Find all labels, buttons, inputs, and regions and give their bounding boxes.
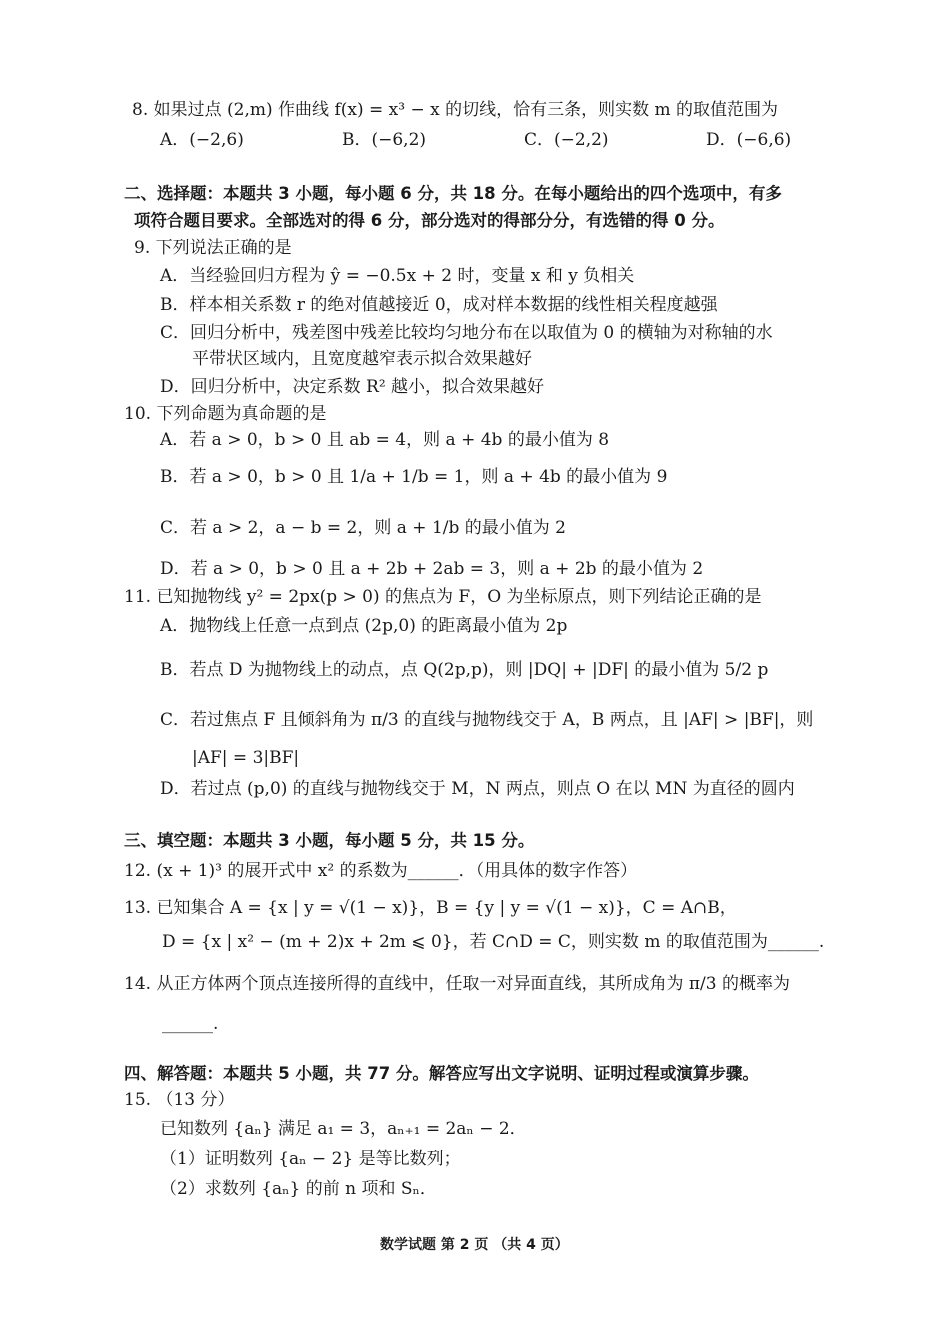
q13-line2: D = {x | x² − (m + 2)x + 2m ⩽ 0}，若 C∩D = C，则实数 m 的取值范围为______. (162, 932, 825, 952)
q9-stem: 9. 下列说法正确的是 (134, 238, 292, 258)
q10-option-c: C．若 a > 2，a − b = 2，则 a + 1/b 的最小值为 2 (160, 518, 566, 538)
section2-line2: 项符合题目要求。全部选对的得 6 分，部分选对的得部分分，有选错的得 0 分。 (134, 211, 725, 230)
q11-option-d: D．若过点 (p,0) 的直线与抛物线交于 M，N 两点，则点 O 在以 MN 为直径的圆内 (160, 779, 795, 799)
q10-stem: 10. 下列命题为真命题的是 (124, 404, 327, 424)
q9-option-c-line2: 平带状区域内，且宽度越窄表示拟合效果越好 (192, 349, 532, 369)
q9-option-b: B．样本相关系数 r 的绝对值越接近 0，成对样本数据的线性相关程度越强 (160, 295, 718, 315)
q11-stem: 11. 已知抛物线 y² = 2px(p > 0) 的焦点为 F，O 为坐标原点，则下列结论正确的是 (124, 587, 762, 607)
q12-text: 12. (x + 1)³ 的展开式中 x² 的系数为______．（用具体的数字作答） (124, 861, 638, 881)
q9-option-c-line1: C．回归分析中，残差图中残差比较均匀地分布在以取值为 0 的横轴为对称轴的水 (160, 323, 773, 343)
q11-option-b: B．若点 D 为抛物线上的动点，点 Q(2p,p)，则 |DQ| + |DF| 的最小值为 5/2 p (160, 660, 769, 680)
q15-part2: （2）求数列 {aₙ} 的前 n 项和 Sₙ． (160, 1179, 437, 1199)
q8-option-a: A．(−2,6) (160, 130, 244, 150)
q14-line1: 14. 从正方体两个顶点连接所得的直线中，任取一对异面直线，其所成角为 π/3 的概率为 (124, 974, 790, 994)
q8-option-b: B．(−6,2) (342, 130, 427, 150)
section2-line1: 二、选择题：本题共 3 小题，每小题 6 分，共 18 分。在每小题给出的四个选项中，有多 (124, 184, 782, 203)
q14-line2: ______. (162, 1014, 219, 1034)
q15-given: 已知数列 {aₙ} 满足 a₁ = 3，aₙ₊₁ = 2aₙ − 2． (160, 1119, 527, 1139)
q11-option-c-line2: |AF| = 3|BF| (192, 748, 300, 768)
q15-part1: （1）证明数列 {aₙ − 2} 是等比数列； (160, 1149, 461, 1169)
q11-option-c-line1: C．若过焦点 F 且倾斜角为 π/3 的直线与抛物线交于 A，B 两点，且 |AF| > |BF|，则 (160, 710, 814, 730)
q8-option-d: D．(−6,6) (706, 130, 792, 150)
q8-stem: 8. 如果过点 (2,m) 作曲线 f(x) = x³ − x 的切线，恰有三条，则实数 m 的取值范围为 (132, 100, 779, 120)
q11-option-a: A．抛物线上任意一点到点 (2p,0) 的距离最小值为 2p (160, 616, 568, 636)
section3-title: 三、填空题：本题共 3 小题，每小题 5 分，共 15 分。 (124, 831, 535, 850)
q10-option-b: B．若 a > 0，b > 0 且 1/a + 1/b = 1，则 a + 4b 的最小值为 9 (160, 467, 668, 487)
q15-stem: 15. （13 分） (124, 1090, 235, 1110)
section4-title: 四、解答题：本题共 5 小题，共 77 分。解答应写出文字说明、证明过程或演算步骤。 (124, 1064, 759, 1083)
q10-option-d: D．若 a > 0，b > 0 且 a + 2b + 2ab = 3，则 a + 2b 的最小值为 2 (160, 559, 704, 579)
q10-option-a: A．若 a > 0，b > 0 且 ab = 4，则 a + 4b 的最小值为 8 (160, 430, 610, 450)
q8-options (160, 128, 791, 152)
q13-line1: 13. 已知集合 A = {x | y = √(1 − x)}，B = {y | y = √(1 − x)}，C = A∩B， (124, 898, 737, 918)
page-footer: 数学试题 第 2 页 （共 4 页） (380, 1237, 569, 1253)
q9-option-a: A．当经验回归方程为 ŷ = −0.5x + 2 时，变量 x 和 y 负相关 (160, 266, 635, 286)
q8-option-c: C．(−2,2) (524, 130, 609, 150)
q9-option-d: D．回归分析中，决定系数 R² 越小，拟合效果越好 (160, 377, 545, 397)
